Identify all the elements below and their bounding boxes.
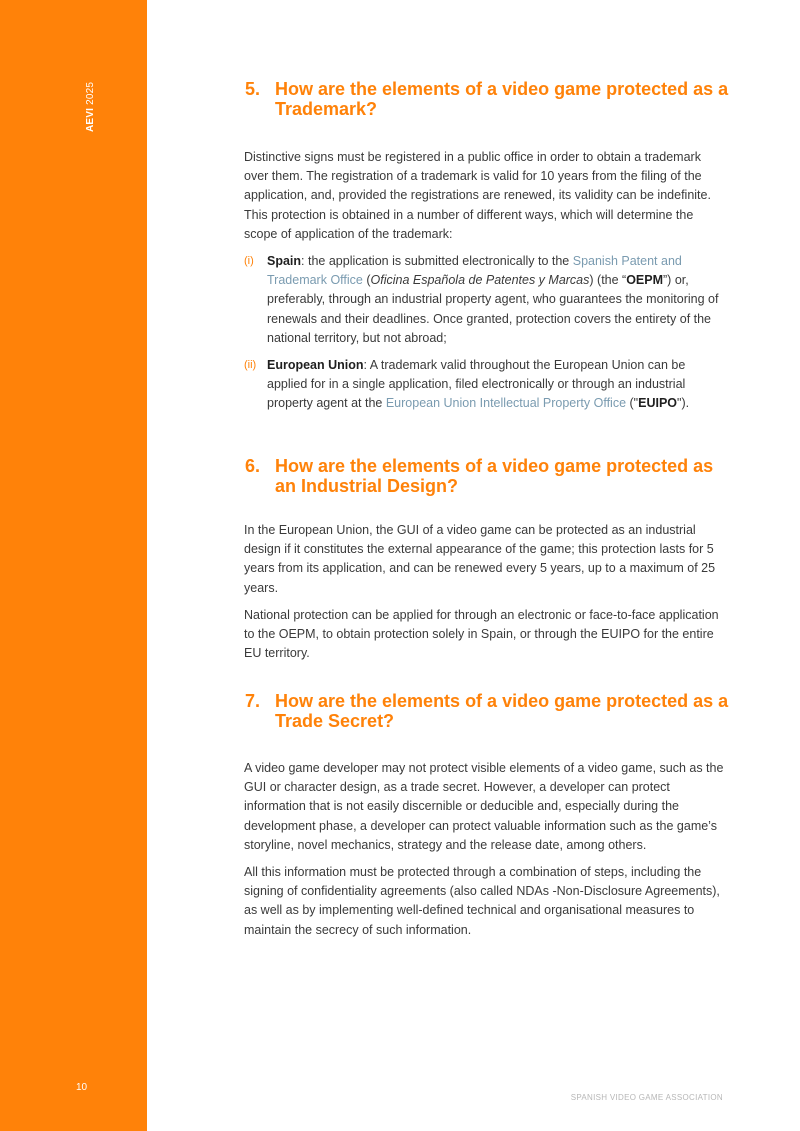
section-6-heading xyxy=(245,457,735,496)
list-marker: (i) xyxy=(244,255,254,268)
list-item-spain xyxy=(244,252,724,348)
euipo-link[interactable]: European Union Intellectual Property Office xyxy=(385,396,627,411)
list-marker: (ii) xyxy=(244,359,257,372)
list-item-eu xyxy=(244,356,724,414)
section-5-number: 5. xyxy=(245,79,261,99)
item-italic: Oficina Española de Patentes y Marcas xyxy=(370,273,590,288)
report-label-year: 2025 xyxy=(85,81,96,105)
page-number: 10 xyxy=(76,1082,88,1093)
section-6-body xyxy=(244,521,724,671)
item-text: ”) or, preferably, through an industrial property agent, who guarantees the monitoring of renewals and their deadlines. Once granted, protection covers the entirety of the national territory, but not abroad; xyxy=(267,273,719,345)
report-label xyxy=(85,82,96,132)
section-5-body xyxy=(244,148,724,422)
section-7-paragraph-2: All this information must be protected through a combination of steps, including the signing of confidentiality agreements (also called NDAs -Non-Disclosure Agreements), as well as by implementing well-defined technical and organisational measures to maintain the secrecy of such information. xyxy=(244,865,720,937)
section-7-heading xyxy=(245,692,735,731)
section-5-intro: Distinctive signs must be registered in a public office in order to obtain a trademark over them. The registration of a trademark is valid for 10 years from the filing of the application, and, provided the registrations are renewed, its validity can be indefinite. This protection is obtained in a number of different ways, which will determine the scope of application of the trademark: xyxy=(244,150,711,241)
item-text: ( xyxy=(362,273,371,288)
item-text: : the application is submitted electronically to the xyxy=(301,254,573,269)
item-text: ) (the “ xyxy=(589,273,627,288)
section-6-paragraph-2: National protection can be applied for through an electronic or face-to-face application to the OEPM, to obtain protection solely in Spain, or through the EUIPO for the entire EU territory. xyxy=(244,607,719,661)
item-lead: European Union xyxy=(267,358,364,373)
side-bar xyxy=(0,0,147,1131)
section-7-paragraph-1: A video game developer may not protect visible elements of a video game, such as the GUI or character design, as a trade secret. However, a developer can protect information that is not easily discernible or deducible and, especially during the development phase, a developer can protect valuable information such as the game’s storyline, novel mechanics, strategy and the release date, among others. xyxy=(244,761,724,852)
report-label-bold: AEVI xyxy=(85,107,96,132)
item-abbr: OEPM xyxy=(626,273,664,288)
section-5-heading xyxy=(245,80,735,119)
section-7-body xyxy=(244,759,724,948)
section-7-title: How are the elements of a video game protected as a Trade Secret? xyxy=(275,691,729,731)
oepm-link[interactable]: Spanish Patent and Trademark Office xyxy=(267,254,682,288)
footer-organization: SPANISH VIDEO GAME ASSOCIATION xyxy=(570,1093,723,1102)
item-text: (" xyxy=(626,396,639,411)
section-6-paragraph-1: In the European Union, the GUI of a video game can be protected as an industrial design if it constitutes the external appearance of the game; this protection lasts for 5 years from its application, and can be renewed every 5 years, up to a maximum of 25 years. xyxy=(244,523,716,595)
item-text: : A trademark valid throughout the European Union can be applied for in a single application, filed electronically or through an industrial property agent at the xyxy=(267,358,686,411)
section-6-number: 6. xyxy=(245,456,261,476)
item-text: "). xyxy=(677,396,690,411)
section-6-title: How are the elements of a video game protected as an Industrial Design? xyxy=(275,456,714,496)
item-lead: Spain xyxy=(267,254,302,269)
item-abbr: EUIPO xyxy=(638,396,678,411)
section-7-number: 7. xyxy=(245,691,261,711)
section-5-title: How are the elements of a video game protected as a Trademark? xyxy=(275,79,729,119)
